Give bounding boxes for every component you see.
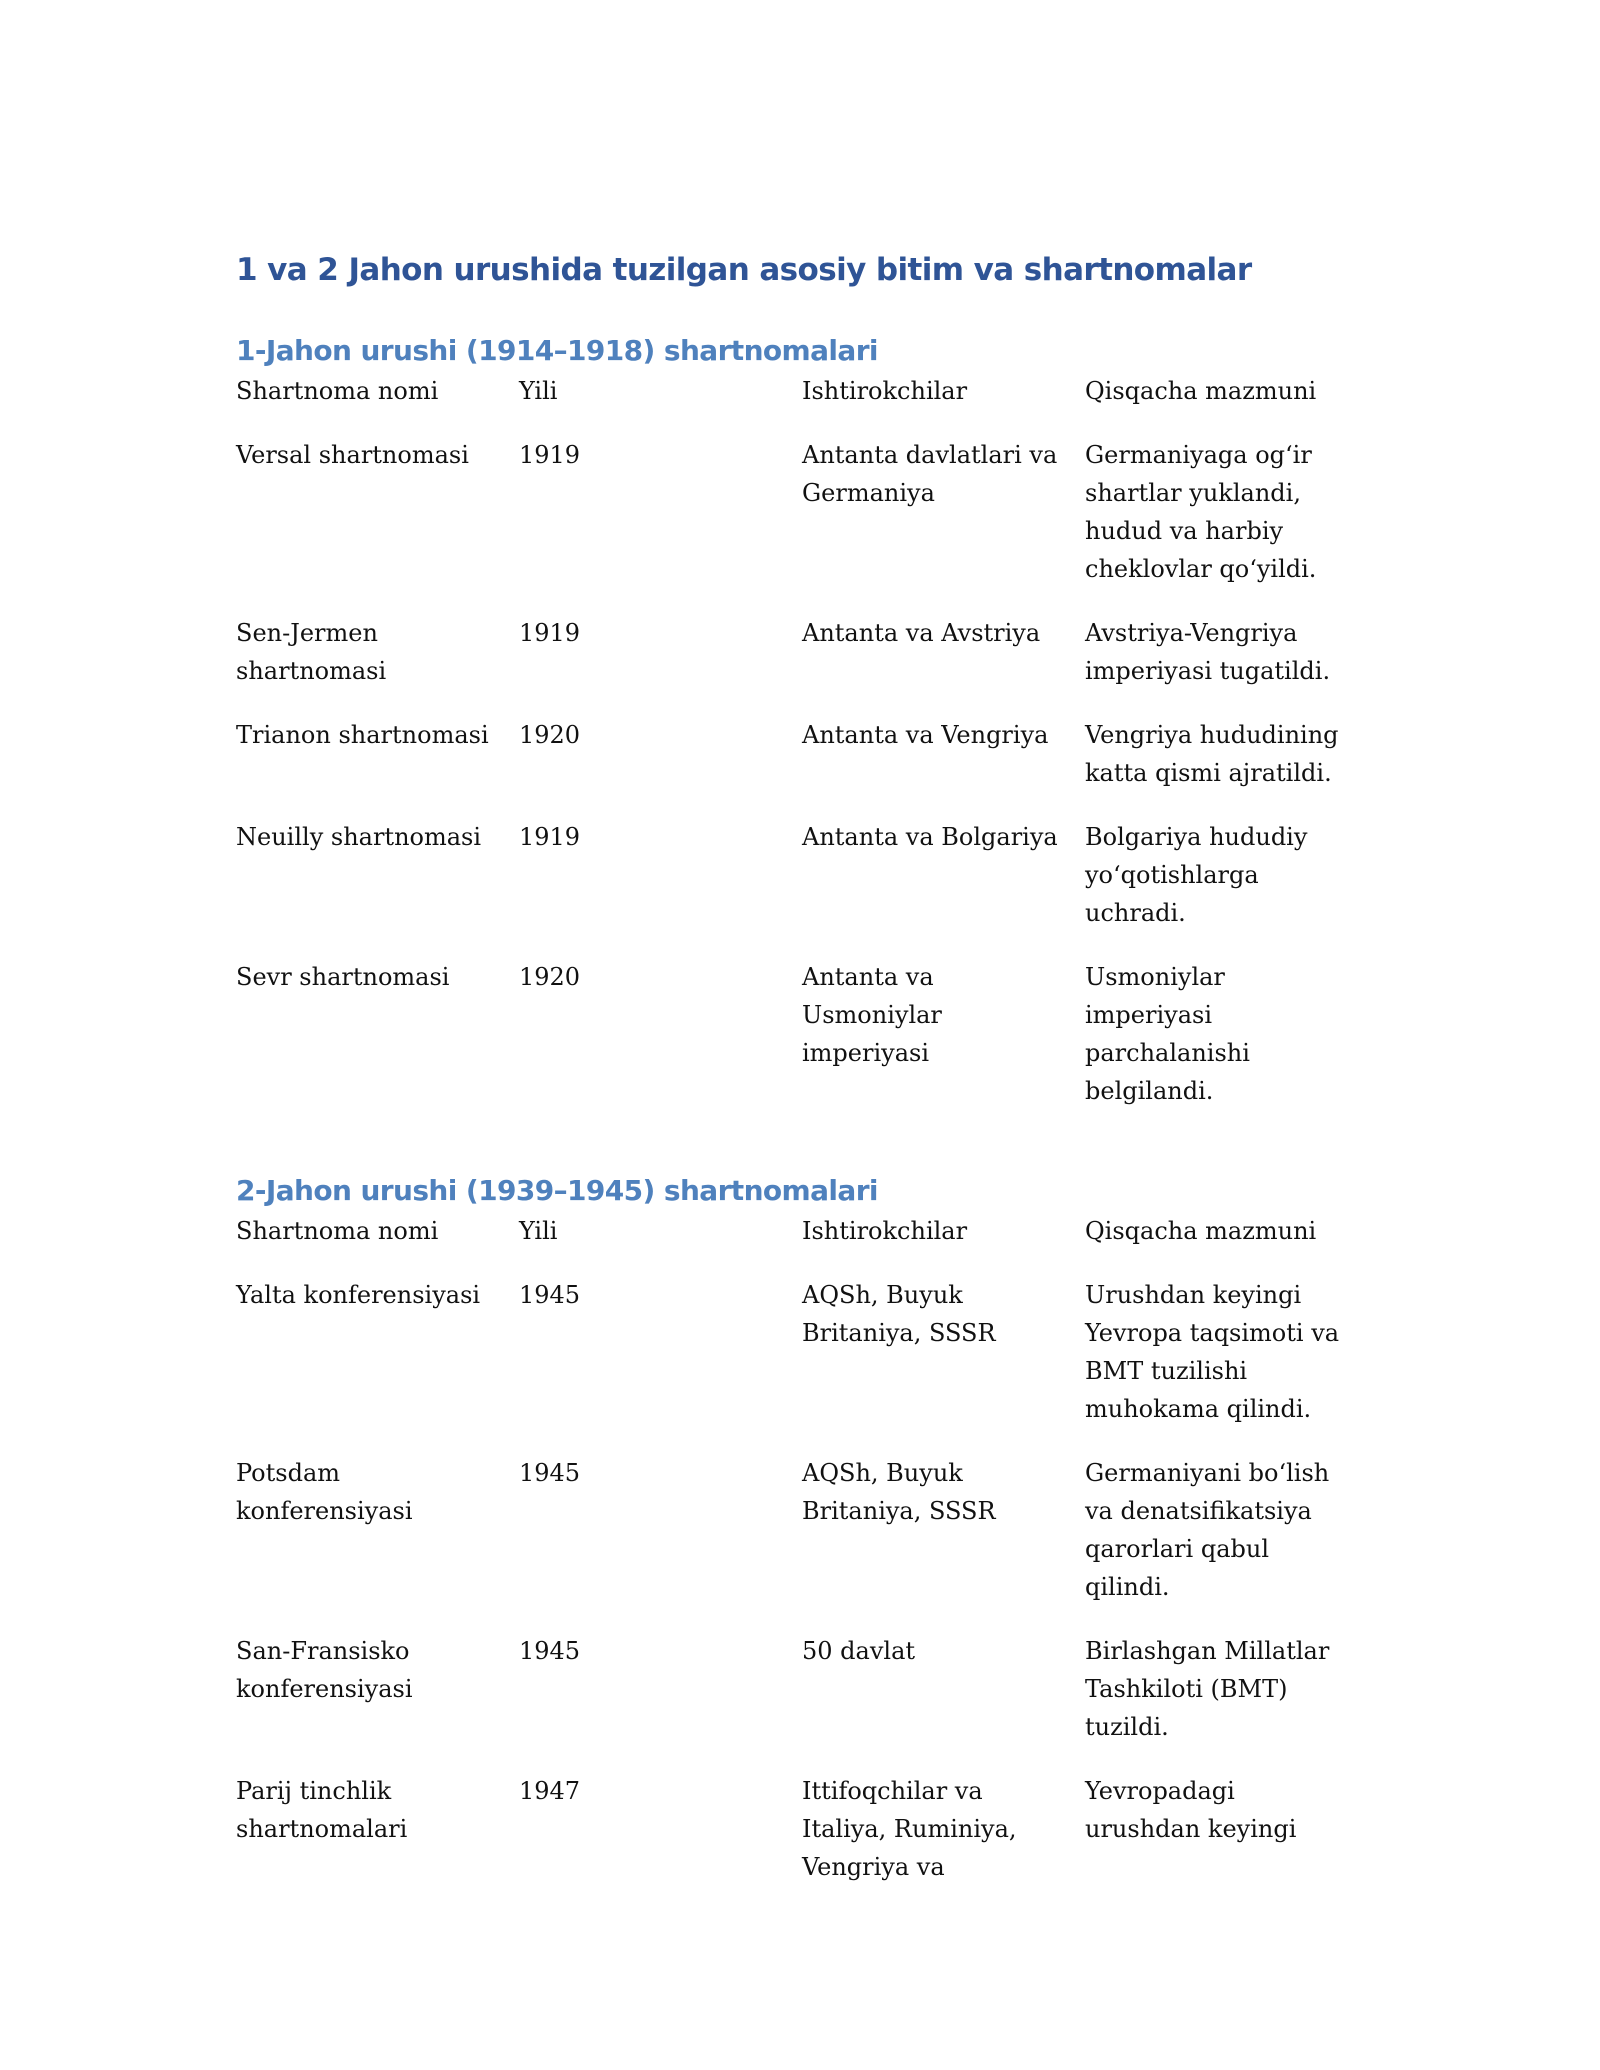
- treaty-name: Trianon shartnomasi: [236, 721, 489, 749]
- table-row: [236, 1772, 1356, 1912]
- table-row: [236, 716, 1356, 818]
- treaty-summary: Avstriya-Vengriya imperiyasi tugatildi.: [1085, 619, 1331, 685]
- treaty-name: San-Fransisko konferensiyasi: [236, 1637, 413, 1703]
- table-header-row: [236, 372, 1356, 436]
- treaty-summary: Urushdan keyingi Yevropa taqsimoti va BMT tuzilishi muhokama qilindi.: [1085, 1281, 1340, 1423]
- column-header-name: Shartnoma nomi: [236, 1217, 439, 1245]
- table-row: [236, 1632, 1356, 1772]
- table-row: [236, 1454, 1356, 1632]
- treaty-participants: 50 davlat: [802, 1637, 916, 1665]
- ww2-treaties-table: [236, 1212, 1356, 1912]
- table-row: [236, 958, 1356, 1136]
- table-row: [236, 818, 1356, 958]
- column-header-name: Shartnoma nomi: [236, 377, 439, 405]
- column-header-summary: Qisqacha mazmuni: [1085, 377, 1317, 405]
- treaty-year: 1919: [519, 823, 581, 851]
- column-header-year: Yili: [519, 1217, 558, 1245]
- treaty-name: Neuilly shartnomasi: [236, 823, 482, 851]
- treaty-name: Potsdam konferensiyasi: [236, 1459, 413, 1525]
- table-header-row: [236, 1212, 1356, 1276]
- treaty-participants: Antanta va Avstriya: [802, 619, 1041, 647]
- treaty-year: 1945: [519, 1281, 581, 1309]
- column-header-participants: Ishtirokchilar: [802, 1217, 968, 1245]
- treaty-summary: Bolgariya hududiy yo‘qotishlarga uchradi.: [1085, 823, 1308, 927]
- treaty-year: 1945: [519, 1459, 581, 1487]
- treaty-year: 1919: [519, 619, 581, 647]
- ww1-treaties-table: [236, 372, 1356, 1136]
- treaty-year: 1920: [519, 963, 581, 991]
- treaty-year: 1920: [519, 721, 581, 749]
- document-title: 1 va 2 Jahon urushida tuzilgan asosiy bitim va shartnomalar: [236, 252, 1252, 288]
- treaty-summary: Germaniyani bo‘lish va denatsifikatsiya qarorlari qabul qilindi.: [1085, 1459, 1330, 1601]
- ww1-heading: 1-Jahon urushi (1914–1918) shartnomalari: [236, 334, 878, 367]
- ww2-heading: 2-Jahon urushi (1939–1945) shartnomalari: [236, 1174, 878, 1207]
- ww2-section: [236, 1170, 1356, 1912]
- treaty-participants: Ittifoqchilar va Italiya, Ruminiya, Vengriya va: [802, 1777, 1017, 1881]
- table-row: [236, 1276, 1356, 1454]
- column-header-participants: Ishtirokchilar: [802, 377, 968, 405]
- treaty-name: Sevr shartnomasi: [236, 963, 450, 991]
- table-row: [236, 436, 1356, 614]
- ww1-section: [236, 330, 1356, 1136]
- treaty-name: Yalta konferensiyasi: [236, 1281, 481, 1309]
- treaty-participants: AQSh, Buyuk Britaniya, SSSR: [802, 1281, 996, 1347]
- treaty-summary: Vengriya hududining katta qismi ajratildi.: [1085, 721, 1339, 787]
- treaty-summary: Germaniyaga og‘ir shartlar yuklandi, hudud va harbiy cheklovlar qo‘yildi.: [1085, 441, 1317, 583]
- treaty-summary: Yevropadagi urushdan keyingi: [1085, 1777, 1297, 1843]
- treaty-name: Parij tinchlik shartnomalari: [236, 1777, 408, 1843]
- column-header-year: Yili: [519, 377, 558, 405]
- treaty-summary: Usmoniylar imperiyasi parchalanishi belgilandi.: [1085, 963, 1250, 1105]
- treaty-name: Sen-Jermen shartnomasi: [236, 619, 387, 685]
- table-row: [236, 614, 1356, 716]
- treaty-year: 1947: [519, 1777, 581, 1805]
- treaty-year: 1919: [519, 441, 581, 469]
- treaty-participants: Antanta va Bolgariya: [802, 823, 1058, 851]
- column-header-summary: Qisqacha mazmuni: [1085, 1217, 1317, 1245]
- treaty-participants: AQSh, Buyuk Britaniya, SSSR: [802, 1459, 996, 1525]
- treaty-participants: Antanta davlatlari va Germaniya: [802, 441, 1058, 507]
- treaty-participants: Antanta va Vengriya: [802, 721, 1049, 749]
- treaty-year: 1945: [519, 1637, 581, 1665]
- treaty-participants: Antanta va Usmoniylar imperiyasi: [802, 963, 942, 1067]
- treaty-name: Versal shartnomasi: [236, 441, 469, 469]
- treaty-summary: Birlashgan Millatlar Tashkiloti (BMT) tuzildi.: [1085, 1637, 1330, 1741]
